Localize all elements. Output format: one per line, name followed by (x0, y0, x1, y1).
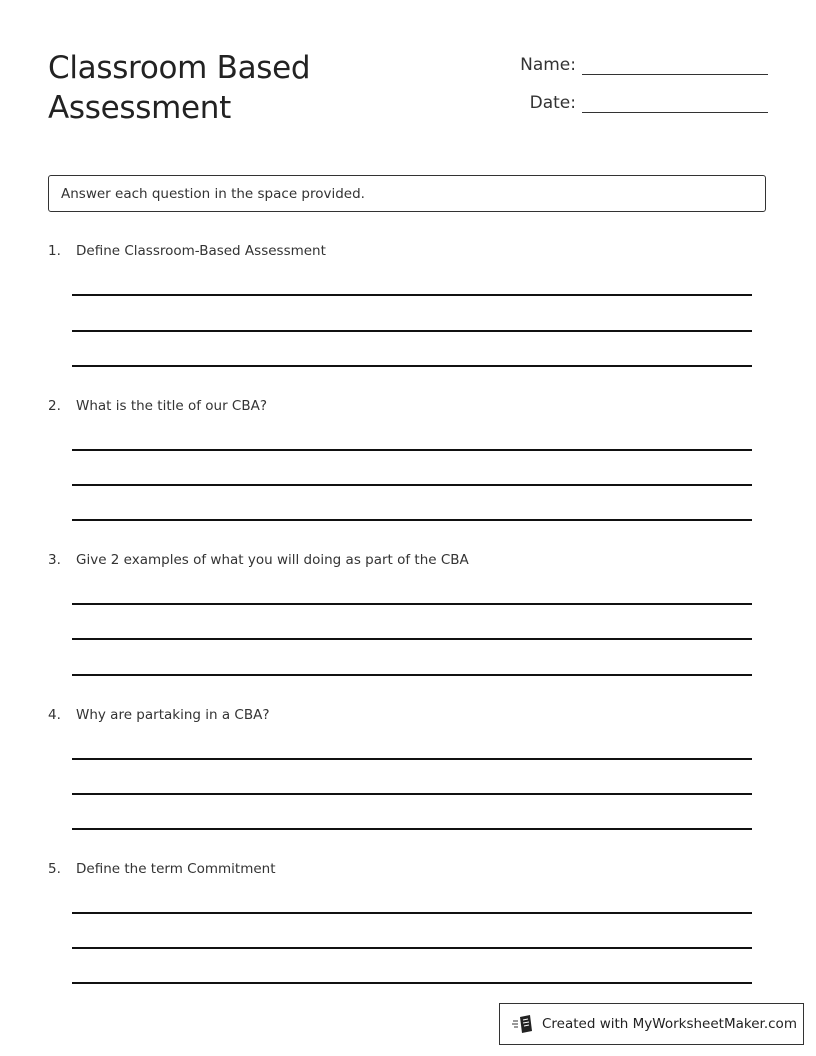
question-text: Why are partaking in a CBA? (76, 707, 270, 723)
date-label: Date: (529, 93, 576, 113)
title-line-2: Assessment (48, 90, 231, 126)
worksheet-maker-logo-icon (512, 1014, 536, 1034)
answer-line[interactable] (72, 674, 752, 676)
date-input-line[interactable] (582, 90, 768, 113)
question-number: 1. (48, 243, 61, 259)
answer-line[interactable] (72, 294, 752, 296)
instructions-box: Answer each question in the space provided. (48, 175, 766, 212)
question-number: 2. (48, 398, 61, 414)
name-field (508, 52, 768, 75)
question-1 (48, 243, 768, 259)
answer-line[interactable] (72, 912, 752, 914)
answer-line[interactable] (72, 484, 752, 486)
answer-line[interactable] (72, 365, 752, 367)
answer-line[interactable] (72, 519, 752, 521)
question-3 (48, 552, 768, 568)
answer-line[interactable] (72, 603, 752, 605)
name-input-line[interactable] (582, 52, 768, 75)
question-text: What is the title of our CBA? (76, 398, 268, 414)
answer-line[interactable] (72, 947, 752, 949)
answer-line[interactable] (72, 793, 752, 795)
answer-line[interactable] (72, 449, 752, 451)
answer-line[interactable] (72, 330, 752, 332)
question-number: 3. (48, 552, 61, 568)
question-number: 4. (48, 707, 61, 723)
question-5 (48, 861, 768, 877)
answer-line[interactable] (72, 638, 752, 640)
date-field (508, 90, 768, 113)
footer-credit[interactable] (499, 1003, 804, 1045)
name-label: Name: (520, 55, 576, 75)
answer-line[interactable] (72, 982, 752, 984)
question-4 (48, 707, 768, 723)
title-line-1: Classroom Based (48, 50, 311, 86)
footer-text: Created with MyWorksheetMaker.com (542, 1016, 797, 1032)
answer-line[interactable] (72, 828, 752, 830)
question-text: Define the term Commitment (76, 861, 276, 877)
answer-line[interactable] (72, 758, 752, 760)
question-text: Give 2 examples of what you will doing as part of the CBA (76, 552, 469, 568)
question-2 (48, 398, 768, 414)
worksheet-title (48, 48, 310, 128)
question-number: 5. (48, 861, 61, 877)
question-text: Define Classroom-Based Assessment (76, 243, 326, 259)
